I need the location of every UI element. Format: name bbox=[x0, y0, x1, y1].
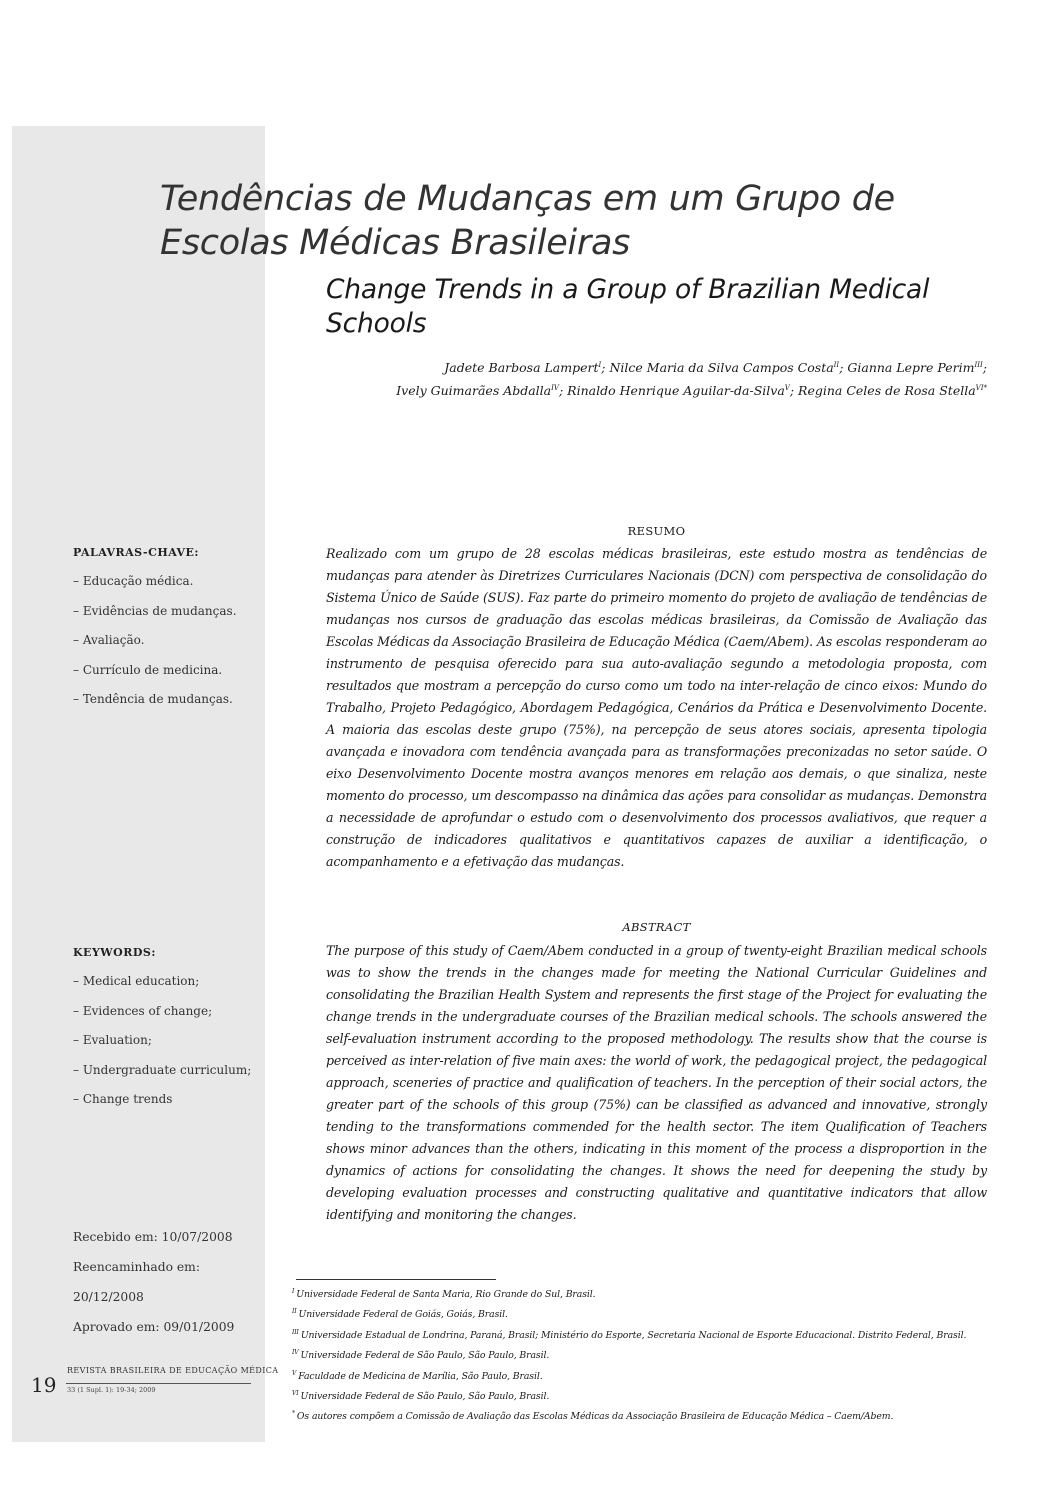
author-list: Jadete Barbosa Lampert$^I$; Nilce Maria da Silva Campos Costa$^{II}$; Gianna Lepre Perim$^{III}$; Ively Guimarães Abdalla$^{IV}$; Rinaldo Henrique Aguilar-da-Silva$^V$; Regina Celes de Rosa Stella$^{VI*}$ bbox=[396, 360, 987, 399]
footnote-text: Universidade Federal de Santa Maria, Rio Grande do Sul, Brasil. bbox=[296, 1289, 596, 1301]
journal-name: REVISTA BRASILEIRA DE EDUCAÇÃO MÉDICA bbox=[67, 1366, 279, 1375]
abstract-heading: ABSTRACT bbox=[622, 920, 691, 934]
keyword-item: – Undergraduate curriculum; bbox=[73, 1062, 252, 1077]
keyword-item: – Medical education; bbox=[73, 974, 200, 988]
footnote bbox=[292, 1385, 992, 1405]
footnote-text: Universidade Federal de São Paulo, São Paulo, Brasil. bbox=[300, 1350, 550, 1362]
affiliation-mark: III bbox=[974, 361, 983, 369]
affiliation-mark: IV bbox=[551, 384, 559, 393]
abstract-text: The purpose of this study of Caem/Abem conducted in a group of twenty-eight Brazilian medical schools was to show the trends in the changes made for meeting the National Curricular Guidelines and consolidating the Brazilian Health System and represents the first stage of the Project for evaluating the change trends in the undergraduate courses of the Brazilian medical schools. The schools answered the self-evaluation instrument according to the proposed methodology. The results show that the course is perceived as inter-relation of five main axes: the world of work, the pedagogical project, the pedagogical approach, sceneries of practice and qualification of teachers. In the perception of their social actors, the greater part of the schools of this group (75%) can be classified as advanced and innovative, strongly tending to the transformations commended for the health sector. The item Qualification of Teachers shows minor advances than the others, indicating in this moment of the process a disproportion in the dynamics of actions for consolidating the changes. It shows the need for deepening the study by developing evaluation processes and constructing qualitative and quantitative indicators that allow identifying and monitoring the changes. bbox=[326, 943, 987, 1222]
footnote-mark: VI bbox=[292, 1389, 299, 1397]
footnote bbox=[292, 1303, 992, 1323]
footnote-mark: III bbox=[292, 1328, 299, 1336]
keyword-item: – Tendência de mudanças. bbox=[73, 692, 233, 706]
affiliation-mark: II bbox=[833, 361, 840, 369]
keyword-item: – Change trends bbox=[73, 1092, 173, 1106]
title-portuguese: Tendências de Mudanças em um Grupo de Escolas Médicas Brasileiras bbox=[160, 179, 895, 263]
approved-date: Aprovado em: 09/01/2009 bbox=[73, 1320, 235, 1334]
affiliation-mark: I bbox=[598, 361, 602, 369]
footnote-mark: IV bbox=[292, 1349, 299, 1357]
keyword-item: – Evidências de mudanças. bbox=[73, 603, 237, 618]
footnote bbox=[292, 1405, 992, 1425]
affiliation-mark: VI* bbox=[975, 384, 987, 393]
author-name: Rinaldo Henrique Aguilar-da-Silva bbox=[567, 383, 785, 399]
received-date: Recebido em: 10/07/2008 bbox=[73, 1230, 233, 1244]
submission-dates bbox=[73, 1222, 263, 1342]
keyword-item: – Evidences of change; bbox=[73, 1003, 213, 1018]
resubmitted-date: Reencaminhado em: 20/12/2008 bbox=[73, 1260, 200, 1304]
keywords-heading: KEYWORDS: bbox=[73, 946, 156, 959]
author-name: Gianna Lepre Perim bbox=[847, 360, 975, 376]
footnote-mark: I bbox=[292, 1288, 295, 1295]
footnote-text: Universidade Federal de São Paulo, São Paulo, Brasil. bbox=[300, 1391, 550, 1403]
keyword-item: – Currículo de medicina. bbox=[73, 662, 223, 677]
journal-issue: 33 (1 Supl. 1): 19-34; 2009 bbox=[67, 1386, 156, 1394]
keyword-item: – Educação médica. bbox=[73, 574, 194, 588]
footnote-mark: V bbox=[292, 1369, 297, 1377]
footnote bbox=[292, 1365, 992, 1385]
page-number: 19 bbox=[31, 1373, 57, 1397]
footer-divider bbox=[66, 1383, 251, 1384]
footnote bbox=[292, 1283, 992, 1303]
author-name: Regina Celes de Rosa Stella bbox=[798, 383, 976, 399]
author-name: Nilce Maria da Silva Campos Costa bbox=[609, 360, 834, 376]
resumo-heading: RESUMO bbox=[627, 524, 686, 538]
footnote bbox=[292, 1324, 992, 1344]
palavras-chave-heading: PALAVRAS-CHAVE: bbox=[73, 546, 199, 559]
footnote-text: Faculdade de Medicina de Marília, São Paulo, Brasil. bbox=[298, 1370, 543, 1382]
affiliation-mark: V bbox=[784, 384, 790, 393]
footnotes bbox=[292, 1283, 992, 1426]
footnote-text: Universidade Federal de Goiás, Goiás, Brasil. bbox=[298, 1309, 508, 1321]
keyword-item: – Avaliação. bbox=[73, 633, 145, 647]
footnote-mark: II bbox=[292, 1308, 297, 1316]
footnote bbox=[292, 1344, 992, 1364]
footnote-text: Universidade Estadual de Londrina, Paraná, Brasil; Ministério do Esporte, Secretaria Nacional de Esporte Educacional. Distrito Federal, Brasil. bbox=[300, 1329, 967, 1341]
footnote-mark: * bbox=[292, 1410, 295, 1418]
title-english: Change Trends in a Group of Brazilian Medical Schools bbox=[326, 274, 930, 339]
author-name: Jadete Barbosa Lampert bbox=[444, 360, 599, 376]
footnote-divider bbox=[296, 1279, 496, 1280]
resumo-text: Realizado com um grupo de 28 escolas médicas brasileiras, este estudo mostra as tendências de mudanças para atender às Diretrizes Curriculares Nacionais (DCN) com perspectiva de consolidação do Sistema Único de Saúde (SUS). Faz parte do primeiro momento do projeto de avaliação de tendências de mudanças nos cursos de graduação das escolas médicas brasileiras, da Comissão de Avaliação das Escolas Médicas da Associação Brasileira de Educação Médica (Caem/Abem). As escolas responderam ao instrumento de pesquisa oferecido para sua auto-avaliação segundo a metodologia proposta, com resultados que mostram a percepção do curso como um todo na inter-relação de cinco eixos: Mundo do Trabalho, Projeto Pedagógico, Abordagem Pedagógica, Cenários da Prática e Desenvolvimento Docente. A maioria das escolas deste grupo (75%), na percepção de seus atores sociais, apresenta tipologia avançada e inovadora com tendência avançada para as transformações preconizadas no setor saúde. O eixo Desenvolvimento Docente mostra avanços menores em relação aos demais, o que sinaliza, neste momento do processo, um descompasso na dinâmica das ações para consolidar as mudanças. Demonstra a necessidade de aprofundar o estudo com o desenvolvimento dos processos avaliativos, que requer a construção de indicadores qualitativos e quantitativos capazes de auxiliar a identificação, o acompanhamento e a efetivação das mudanças. bbox=[326, 546, 987, 869]
palavras-chave-block bbox=[73, 546, 263, 715]
keywords-block bbox=[73, 946, 263, 1115]
keyword-item: – Evaluation; bbox=[73, 1033, 152, 1047]
author-name: Ively Guimarães Abdalla bbox=[396, 383, 552, 399]
footnote-text: Os autores compõem a Comissão de Avaliação das Escolas Médicas da Associação Brasileira de Educação Médica – Caem/Abem. bbox=[296, 1411, 894, 1423]
